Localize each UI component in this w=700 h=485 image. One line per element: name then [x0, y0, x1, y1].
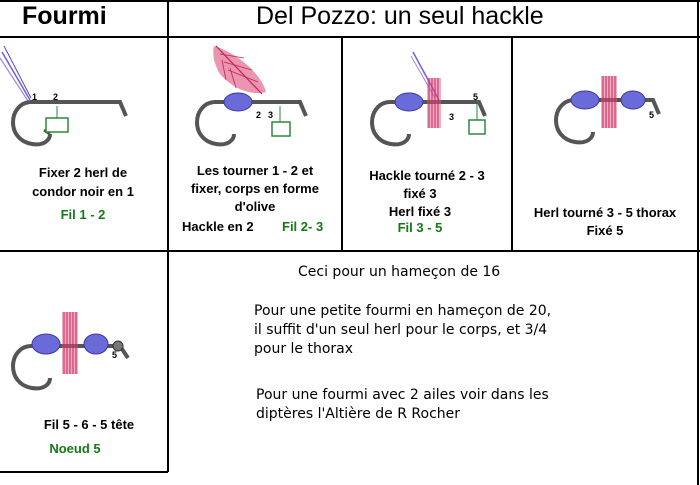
step-3-caption-line-3: Herl fixé 3 — [388, 204, 452, 219]
note-small-ant-line-1: Pour une petite fourmi en hameçon de 20, — [254, 303, 552, 319]
step-1-caption-line-1: Fixer 2 herl de — [38, 165, 128, 180]
step-2-caption-line-1: Les tourner 1 - 2 et — [196, 163, 314, 178]
step-2-caption-line-3: d'olive — [234, 199, 276, 214]
hook-size-tag — [469, 120, 485, 134]
step-4-caption-line-2: Fixé 5 — [586, 223, 624, 238]
hook-diagram-step-4 — [513, 40, 697, 150]
hook-diagram-step-2 — [170, 40, 340, 150]
step-2-hackle-label: Hackle en 2 — [182, 219, 254, 234]
step-3-caption-line-1: Hackle tourné 2 - 3 — [369, 168, 485, 183]
olive-body — [224, 93, 252, 111]
step-2-caption-line-2: fixer, corps en forme — [191, 181, 319, 196]
hook-diagram-step-1 — [0, 40, 170, 150]
step-5-knot-label: Noeud 5 — [49, 441, 101, 456]
step-3-caption-line-2: fixé 3 — [403, 186, 437, 201]
title-del-pozzo: Del Pozzo: un seul hackle — [256, 2, 544, 30]
condor-herl-strands — [0, 46, 31, 101]
hook-size-tag — [272, 122, 290, 136]
step-3-thread-label: Fil 3 - 5 — [397, 220, 443, 235]
grid-row-divider — [0, 250, 700, 252]
note-small-ant-line-3: pour le thorax — [254, 341, 354, 357]
grid-header-divider — [0, 36, 700, 38]
hook-point-label-2: 2 — [256, 110, 262, 120]
grid-right-border — [697, 0, 699, 485]
step-2-thread-label: Fil 2- 3 — [282, 219, 324, 234]
hook-point-label-2: 2 — [53, 92, 59, 102]
hook-diagram-step-5 — [0, 300, 166, 430]
hackle-feather — [213, 46, 266, 94]
hook-point-label-5: 5 — [649, 110, 655, 120]
wound-hackle — [601, 76, 617, 128]
hook-point-label-5: 5 — [473, 92, 479, 102]
hook-point-label-5: 5 — [112, 350, 118, 360]
step-1-thread-label: Fil 1 - 2 — [60, 207, 106, 222]
olive-body — [32, 334, 60, 354]
wound-hackle — [62, 312, 78, 374]
olive-body — [571, 91, 599, 109]
thorax — [621, 91, 645, 109]
olive-body — [395, 93, 423, 111]
hook-point-label-3: 3 — [449, 112, 455, 122]
note-small-ant-line-2: il suffit d'un seul herl pour le corps, et 3/4 — [254, 322, 548, 338]
hook-point-label-3: 3 — [268, 110, 274, 120]
hook-size-tag — [46, 118, 68, 132]
note-winged-ant-line-1: Pour une fourmi avec 2 ailes voir dans les — [256, 387, 549, 403]
step-5-caption: Fil 5 - 6 - 5 tête — [43, 417, 135, 432]
wound-hackle — [427, 78, 441, 128]
note-hook-size: Ceci pour un hameçon de 16 — [298, 264, 501, 280]
title-fourmi: Fourmi — [22, 2, 107, 30]
grid-bottom-border-left — [0, 471, 168, 473]
step-1-caption-line-2: condor noir en 1 — [32, 184, 134, 199]
hook-point-label-1: 1 — [32, 92, 38, 102]
hook-diagram-step-3 — [343, 40, 513, 150]
thorax — [84, 334, 108, 354]
hook — [13, 102, 126, 144]
step-4-caption-line-1: Herl tourné 3 - 5 thorax — [533, 205, 677, 220]
note-winged-ant-line-2: diptères l'Altière de R Rocher — [256, 406, 461, 422]
